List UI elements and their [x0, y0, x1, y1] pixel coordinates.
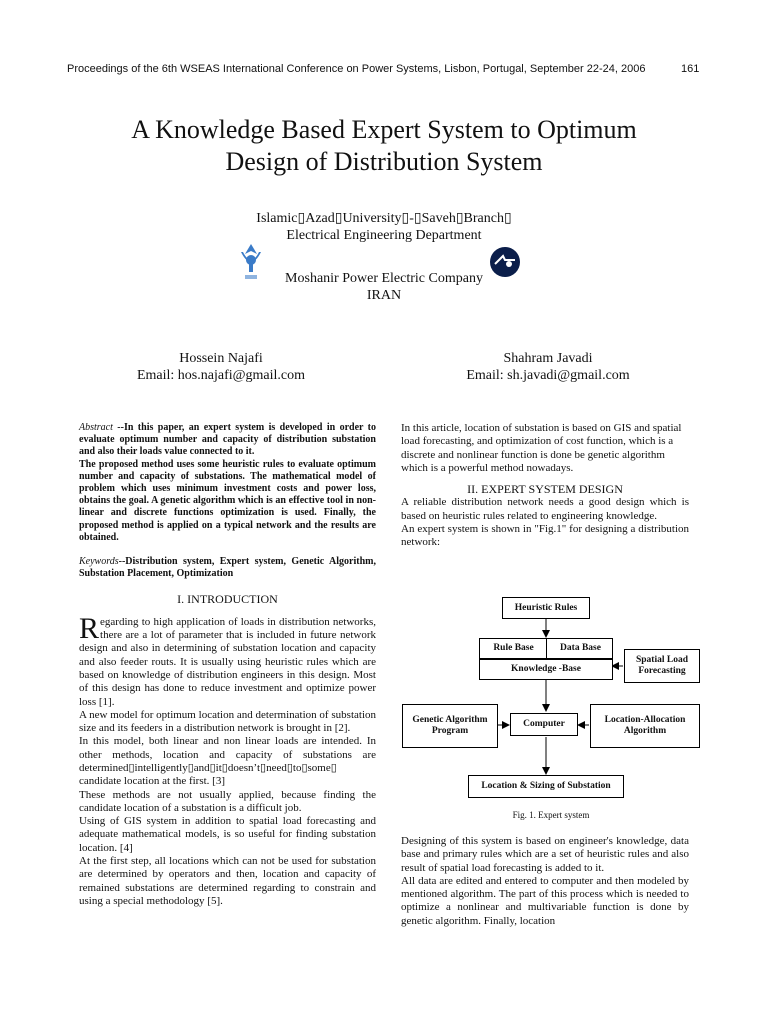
box-rule-base: Rule Base [493, 643, 534, 653]
author-2 [423, 350, 673, 384]
author-1-name: Hossein Najafi [179, 351, 263, 366]
paper-title [40, 114, 728, 178]
section-2-heading: II. EXPERT SYSTEM DESIGN [467, 482, 623, 497]
affiliation-block [184, 210, 584, 244]
affiliation-company: Moshanir Power Electric Company [285, 271, 483, 286]
university-logo [237, 242, 265, 282]
author-1 [96, 350, 346, 384]
box-heuristic-rules: Heuristic Rules [502, 597, 590, 619]
drop-cap: R [79, 611, 100, 645]
affiliation-country: IRAN [366, 288, 402, 303]
intro-paragraph-3: In this model, both linear and non linear loads are intended. In other methods, location and capacity of substations are determined▯intelligently▯and▯it▯doesn’t▯need▯to▯some▯ candidate location at the first. [3] [79, 735, 376, 788]
box-data-base: Data Base [560, 643, 601, 653]
running-header [67, 63, 707, 75]
right-column-bottom [401, 835, 689, 928]
author-2-email: Email: sh.javadi@gmail.com [466, 368, 630, 383]
figure-caption: Fig. 1. Expert system [512, 810, 590, 820]
section-2-paragraph-1: A reliable distribution network needs a good design which is based on heuristic rules related to engineering knowledge. [401, 496, 689, 522]
right-column-top [401, 422, 689, 550]
title-line-1: A Knowledge Based Expert System to Optimum [131, 115, 637, 144]
intro-paragraph-1 [79, 611, 376, 709]
page-number: 161 [681, 63, 700, 75]
abstract-text-1: --In this paper, an expert system is developed in order to evaluate optimum number and capacity of distribution substation and also their loads value connected to it. [79, 422, 376, 458]
figure-1 [401, 594, 701, 824]
box-genetic-algorithm: Genetic Algorithm Program [402, 704, 498, 748]
box-computer: Computer [510, 713, 578, 736]
intro-paragraph-5: Using of GIS system in addition to spatial load forecasting and adequate mathematical models, is so useful for finding substation location. [4] [79, 815, 376, 854]
box-location-sizing: Location & Sizing of Substation [468, 775, 624, 798]
box-location-allocation: Location-Allocation Algorithm [590, 704, 700, 748]
abstract-text-2: The proposed method uses some heuristic rules to evaluate optimum number and capacity of substations. The mathematical model of problem which uses minimum investment costs and power loss, obtains the goal. A genetic algorithm which is an effective tool in non-linear and discrete functions optimization is used. Finally, the proposed method is applied on a typical network and the results are obtained. [79, 458, 376, 543]
box-spatial-load-forecasting: Spatial Load Forecasting [624, 649, 700, 683]
abstract [79, 422, 376, 459]
section-2-paragraph-2: An expert system is shown in "Fig.1" for designing a distribution network: [401, 523, 689, 549]
intro-paragraph-1-text: egarding to high application of loads in distribution networks, there are a lot of parameter that is included in future network design and also in determining of substation location and capacity and also feeder routs. It is usually using heuristic rules which are based on knowledge of distribution engineers in this design. Most of this design has done to reduce investment and optimize power loss [1]. [79, 615, 376, 708]
affiliation-university: Islamic▯Azad▯University▯-▯Saveh▯Branch▯ [256, 211, 512, 226]
proceedings-text: Proceedings of the 6th WSEAS International Conference on Power Systems, Lisbon, Portugal, September 22-24, 2006 [67, 63, 646, 75]
affiliation-department: Electrical Engineering Department [286, 228, 482, 243]
author-1-email: Email: hos.najafi@gmail.com [136, 368, 306, 383]
intro-paragraph-6: At the first step, all locations which can not be used for substation are determined by operators and then, location and capacity of remained substations are determined regarding to constrain and using a special methodology [5]. [79, 855, 376, 907]
rule-data-divider [546, 638, 547, 659]
section-2-paragraph-4: All data are edited and entered to computer and then modeled by mentioned algorithm. The part of this process which is needed to optimize a nonlinear and multivariable function is done by genetic algorithm. Finally, location [401, 874, 689, 927]
keywords [79, 556, 376, 580]
author-2-name: Shahram Javadi [503, 351, 593, 366]
left-column [79, 422, 376, 908]
keywords-text: --Distribution system, Expert system, Genetic Algorithm, Substation Placement, Optimization [79, 556, 376, 580]
section-1-heading: I. INTRODUCTION [177, 592, 278, 607]
company-logo [489, 246, 521, 278]
section-2-paragraph-3: Designing of this system is based on engineer's knowledge, data base and primary rules which are a set of heuristic rules and also result of spatial load forecasting is added to it. [401, 835, 689, 874]
right-intro-paragraph: In this article, location of substation is based on GIS and spatial load forecasting, and optimization of cost function, which is a discrete and nonlinear function is done be genetic algorithm which is a powerful method nowadays. [401, 422, 682, 474]
intro-paragraph-2: A new model for optimum location and determination of substation size and its feeders in a distribution network is brought in [2]. [79, 708, 376, 735]
keywords-label: Keywords [79, 556, 119, 568]
abstract-label: Abstract [79, 422, 113, 433]
box-knowledge-base: Knowledge -Base [479, 659, 613, 680]
intro-paragraph-4: These methods are not usually applied, because finding the candidate location of a substation is a difficult job. [79, 788, 376, 814]
title-line-2: Design of Distribution System [225, 147, 543, 176]
